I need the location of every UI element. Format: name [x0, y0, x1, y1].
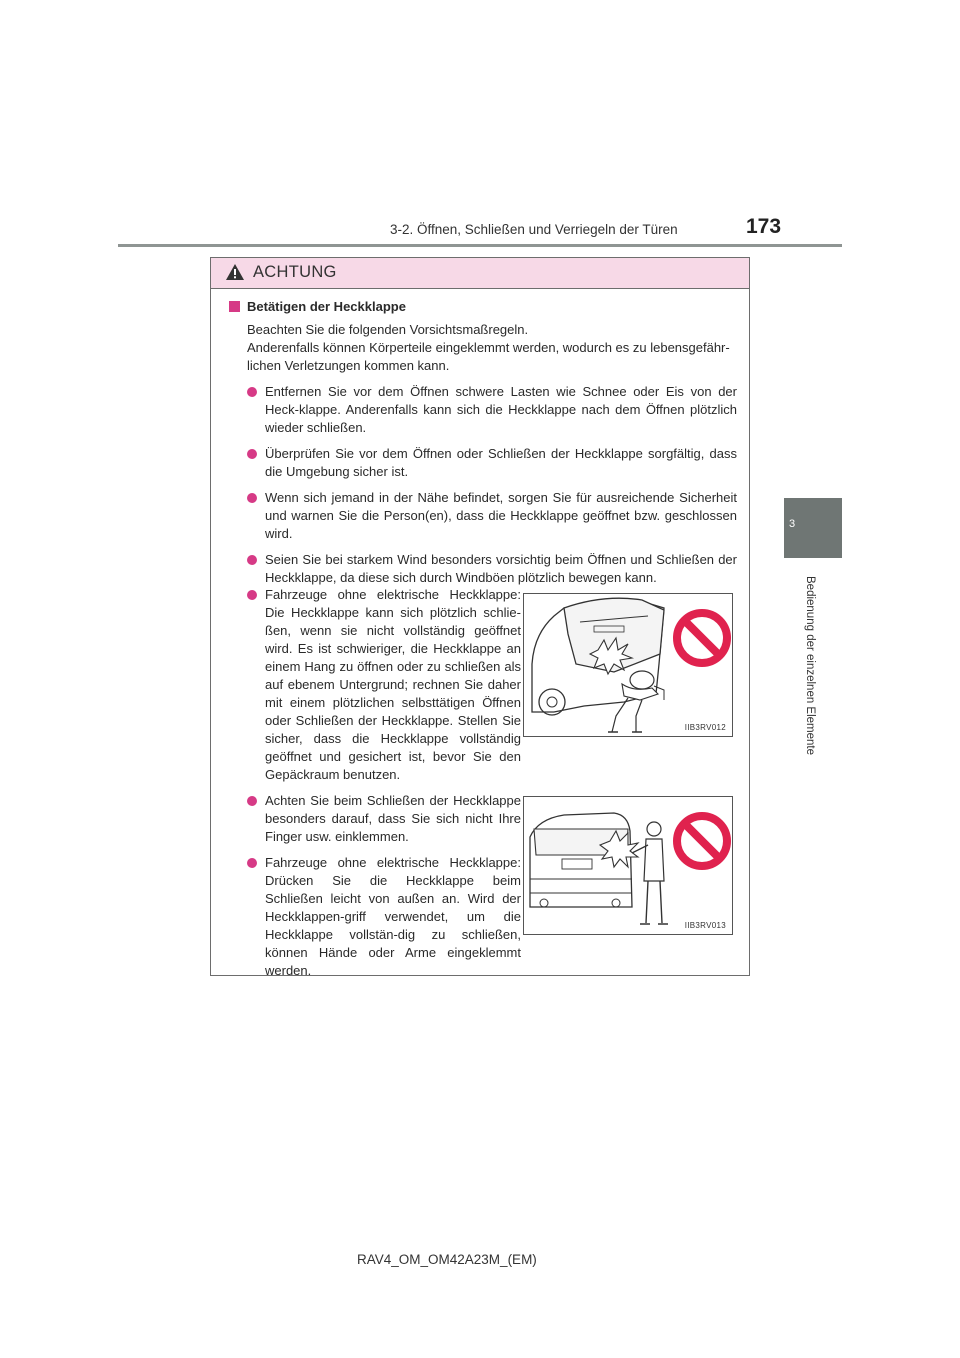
tailgate-illustration-2 — [523, 796, 733, 935]
car-tailgate-sitting-person-icon — [524, 594, 732, 736]
list-item — [247, 792, 521, 846]
bullet-dot-icon — [247, 590, 257, 600]
warning-triangle-icon — [225, 263, 245, 281]
list-item — [247, 489, 737, 543]
square-bullet-icon — [229, 301, 240, 312]
page-number: 173 — [746, 215, 782, 238]
bullet-dot-icon — [247, 858, 257, 868]
list-item — [247, 854, 521, 980]
bullet-dot-icon — [247, 387, 257, 397]
warning-box — [210, 257, 750, 976]
figure-code: IIB3RV013 — [684, 921, 726, 930]
chapter-label: Bedienung der einzelnen Elemente — [804, 576, 816, 756]
chapter-number: 3 — [789, 518, 796, 530]
list-item-text: Fahrzeuge ohne elektrische Heckklappe: Die Heckklappe kann sich plötzlich schlie-ßen, wenn sie nicht vollständig geöffnet wird. Es ist schwieriger, die Heckklappe an einem Hang zu öffnen oder zu schließen als auf ebenem Untergrund; rechnen Sie daher mit einem plötzlichen selbsttätigen Öffnen oder Schließen der Heckklappe. Stellen Sie sicher, dass die Heckklappe vollständig geöffnet und gesichert ist, bevor Sie den Gepäckraum benutzen. — [265, 587, 521, 782]
warning-content — [229, 298, 737, 587]
bullet-dot-icon — [247, 796, 257, 806]
tailgate-illustration-1 — [523, 593, 733, 737]
list-item-text: Achten Sie beim Schließen der Heckklappe besonders darauf, dass Sie sich nicht Ihre Finger usw. einklemmen. — [265, 793, 521, 844]
list-item-text: Entfernen Sie vor dem Öffnen schwere Lasten wie Schnee oder Eis von der Heck-klappe. Anderenfalls kann sich die Heckklappe nach dem Öffnen plötzlich wieder schließen. — [265, 384, 737, 435]
document-code: RAV4_OM_OM42A23M_(EM) — [357, 1252, 537, 1267]
list-item — [247, 383, 737, 437]
car-tailgate-closing-person-icon — [524, 797, 732, 934]
list-item-text: Seien Sie bei starkem Wind besonders vorsichtig beim Öffnen und Schließen der Heckklappe, da diese sich durch Windböen plötzlich bewegen kann. — [265, 552, 737, 585]
bullet-dot-icon — [247, 555, 257, 565]
intro-line: Beachten Sie die folgenden Vorsichtsmaßregeln. — [247, 322, 529, 337]
header-section-title: 3-2. Öffnen, Schließen und Verriegeln der Türen — [390, 222, 678, 237]
warning-header — [211, 258, 749, 289]
intro-line: Anderenfalls können Körperteile eingeklemmt werden, wodurch es zu lebensgefähr-lichen Verletzungen kommen kann. — [247, 340, 730, 373]
figure-code: IIB3RV012 — [684, 723, 726, 732]
list-item — [247, 586, 521, 784]
list-item-text: Überprüfen Sie vor dem Öffnen oder Schließen der Heckklappe sorgfältig, dass die Umgebung sicher ist. — [265, 446, 737, 479]
section-heading-text: Betätigen der Heckklappe — [247, 299, 406, 314]
list-item — [247, 551, 737, 587]
list-item — [247, 445, 737, 481]
list-item-text: Wenn sich jemand in der Nähe befindet, sorgen Sie für ausreichende Sicherheit und warnen Sie die Person(en), dass die Heckklappe geöffnet bzw. geschlossen wird. — [265, 490, 737, 541]
section-heading — [229, 298, 737, 316]
bullet-dot-icon — [247, 493, 257, 503]
bullet-dot-icon — [247, 449, 257, 459]
list-item-text: Fahrzeuge ohne elektrische Heckklappe: Drücken Sie die Heckklappe beim Schließen leicht von außen an. Wird der Heckklappen-griff verwendet, um die Heckklappe vollstän-dig zu schließen, können Hände oder Arme eingeklemmt werden. — [265, 855, 521, 978]
warning-title: ACHTUNG — [253, 263, 337, 281]
header-rule — [118, 244, 842, 247]
